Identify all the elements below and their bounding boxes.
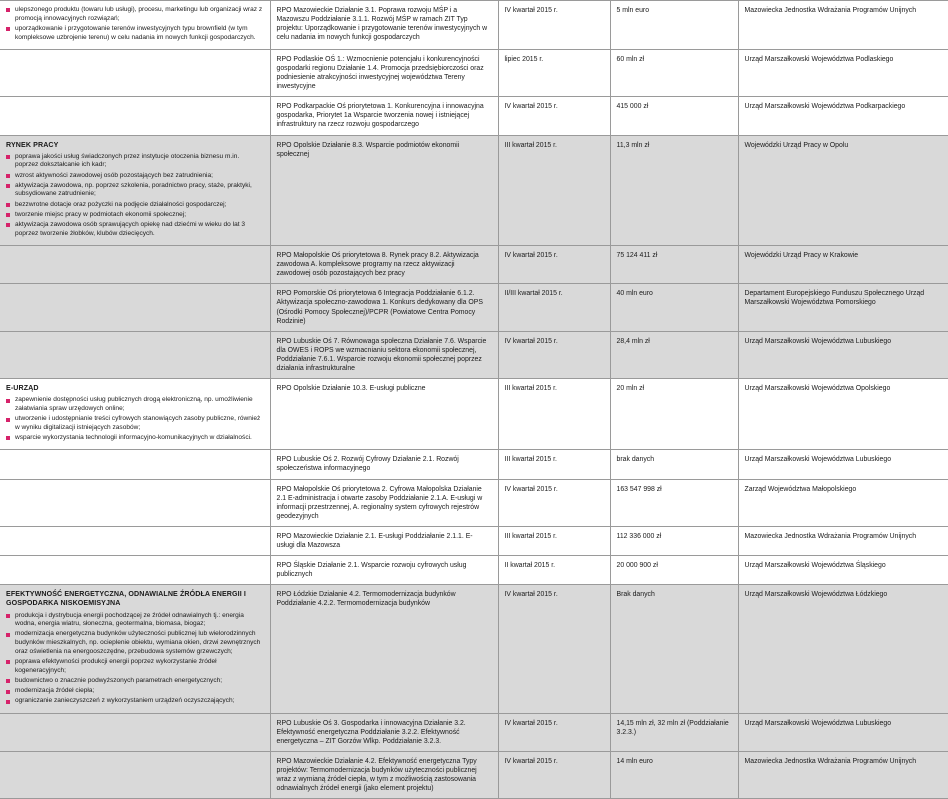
theme-bullet: modernizacja energetyczna budynków użyteczności publicznej lub wielorodzinnych budynków mieszkalnych, np. ocieplenie obiektu, wymiana okien, drzwi zewnętrznych oraz oświetlenia na energooszczędne, przebudowa systemów grzewczych; xyxy=(6,630,263,656)
term-cell: IV kwartał 2015 r. xyxy=(498,331,610,378)
programme-cell: RPO Mazowieckie Działanie 3.1. Poprawa rozwoju MŚP i a Mazowszu Poddziałanie 3.1.1. Rozwój MŚP w ramach ZIT Typ projektu: Uporządkowanie i przygotowanie terenów inwestycyjnych w celu nadania im nowych funkcji gospodarczych xyxy=(270,1,498,50)
term-cell: III kwartał 2015 r. xyxy=(498,135,610,245)
table-row xyxy=(0,585,948,713)
table-row xyxy=(0,450,948,479)
table-row xyxy=(0,1,948,50)
theme-title: E-URZĄD xyxy=(6,384,39,393)
term-cell: III kwartał 2015 r. xyxy=(498,379,610,450)
institution-cell: Wojewódzki Urząd Pracy w Opolu xyxy=(738,135,948,245)
amount-cell: 20 000 900 zł xyxy=(610,556,738,585)
theme-bullet-list xyxy=(6,153,263,239)
theme-bullet: produkcja i dystrybucja energii pochodzącej ze źródeł odnawialnych tj.: energia wodna, energia wiatru, słoneczna, geotermalna, biomasa, biogaz; xyxy=(6,612,263,629)
amount-cell: 20 mln zł xyxy=(610,379,738,450)
table-row xyxy=(0,284,948,331)
table-row xyxy=(0,751,948,798)
institution-cell: Wojewódzki Urząd Pracy w Krakowie xyxy=(738,245,948,283)
theme-bullet-list xyxy=(6,6,263,42)
programme-cell: RPO Śląskie Działanie 2.1. Wsparcie rozwoju cyfrowych usług publicznych xyxy=(270,556,498,585)
term-cell: III kwartał 2015 r. xyxy=(498,450,610,479)
theme-bullet: wsparcie wykorzystania technologii informacyjno-komunikacyjnych w działalności. xyxy=(6,434,263,443)
amount-cell: 28,4 mln zł xyxy=(610,331,738,378)
theme-bullet: tworzenie miejsc pracy w podmiotach ekonomii społecznej; xyxy=(6,211,263,220)
institution-cell: Urząd Marszałkowski Województwa Łódzkiego xyxy=(738,585,948,713)
theme-bullet: budownictwo o znacznie podwyższonych parametrach energetycznych; xyxy=(6,677,263,686)
theme-cell xyxy=(0,331,270,378)
theme-bullet: modernizacja źródeł ciepła; xyxy=(6,687,263,696)
amount-cell: 5 mln euro xyxy=(610,1,738,50)
institution-cell: Urząd Marszałkowski Województwa Lubuskiego xyxy=(738,331,948,378)
theme-cell xyxy=(0,284,270,331)
programme-cell: RPO Pomorskie Oś priorytetowa 6 Integracja Poddziałanie 6.1.2. Aktywizacja społeczno-zawodowa 1. Konkurs dedykowany dla OPS (Ośrodki Pomocy Społecznej)/PCPR (Powiatowe Centra Pomocy Rodzinie) xyxy=(270,284,498,331)
theme-bullet: ograniczanie zanieczyszczeń z wykorzystaniem urządzeń oczyszczających; xyxy=(6,697,263,706)
term-cell: IV kwartał 2015 r. xyxy=(498,1,610,50)
theme-cell xyxy=(0,379,270,450)
term-cell: IV kwartał 2015 r. xyxy=(498,751,610,798)
theme-bullet: utworzenie i udostępnianie treści cyfrowych stanowiących zasoby publiczne, również w wyniku digitalizacji istniejących zasobów; xyxy=(6,415,263,432)
theme-cell xyxy=(0,556,270,585)
table-row xyxy=(0,479,948,526)
theme-cell xyxy=(0,450,270,479)
amount-cell: 14 mln euro xyxy=(610,751,738,798)
theme-bullet-list xyxy=(6,396,263,443)
institution-cell: Departament Europejskiego Funduszu Społecznego Urząd Marszałkowski Województwa Pomorskiego xyxy=(738,284,948,331)
table-row xyxy=(0,97,948,135)
term-cell: III kwartał 2015 r. xyxy=(498,526,610,555)
table-row xyxy=(0,135,948,245)
table-row xyxy=(0,379,948,450)
amount-cell: 11,3 mln zł xyxy=(610,135,738,245)
programme-cell: RPO Mazowieckie Działanie 2.1. E-usługi Poddziałanie 2.1.1. E-usługi dla Mazowsza xyxy=(270,526,498,555)
term-cell: IV kwartał 2015 r. xyxy=(498,479,610,526)
programme-cell: RPO Łódzkie Działanie 4.2. Termomodernizacja budynków Poddziałanie 4.2.2. Termomodernizacja budynków xyxy=(270,585,498,713)
theme-bullet: bezzwrotne dotacje oraz pożyczki na podjęcie działalności gospodarczej; xyxy=(6,201,263,210)
theme-bullet: poprawa efektywności produkcji energii poprzez wykorzystanie źródeł kogeneracyjnych; xyxy=(6,658,263,675)
programme-cell: RPO Mazowieckie Działanie 4.2. Efektywność energetyczna Typy projektów: Termomodernizacja budynków użyteczności publicznej wraz z wymianą źródeł ciepła, w tym z możliwością zastosowania odnawialnych źródeł energii (jako element projektu) xyxy=(270,751,498,798)
theme-cell xyxy=(0,479,270,526)
table-row xyxy=(0,713,948,751)
theme-cell xyxy=(0,97,270,135)
institution-cell: Mazowiecka Jednostka Wdrażania Programów Unijnych xyxy=(738,526,948,555)
table-row xyxy=(0,331,948,378)
theme-cell xyxy=(0,135,270,245)
term-cell: IV kwartał 2015 r. xyxy=(498,713,610,751)
amount-cell: brak danych xyxy=(610,450,738,479)
theme-bullet: aktywizacja zawodowa, np. poprzez szkolenia, poradnictwo pracy, staże, praktyki, subsydiowane zatrudnienie; xyxy=(6,182,263,199)
institution-cell: Mazowiecka Jednostka Wdrażania Programów Unijnych xyxy=(738,1,948,50)
amount-cell: 14,15 mln zł, 32 mln zł (Poddziałanie 3.2.3.) xyxy=(610,713,738,751)
term-cell: II kwartał 2015 r. xyxy=(498,556,610,585)
amount-cell: 163 547 998 zł xyxy=(610,479,738,526)
theme-bullet: poprawa jakości usług świadczonych przez instytucje otoczenia biznesu m.in. poprzez dokształcanie ich kadr; xyxy=(6,153,263,170)
programme-cell: RPO Małopolskie Oś priorytetowa 8. Rynek pracy 8.2. Aktywizacja zawodowa A. kompleksowe programy na rzecz aktywizacji zawodowej osób pozostających bez pracy xyxy=(270,245,498,283)
theme-cell xyxy=(0,585,270,713)
table-row xyxy=(0,526,948,555)
theme-cell xyxy=(0,49,270,96)
amount-cell: 415 000 zł xyxy=(610,97,738,135)
theme-cell xyxy=(0,245,270,283)
term-cell: IV kwartał 2015 r. xyxy=(498,585,610,713)
amount-cell: 75 124 411 zł xyxy=(610,245,738,283)
amount-cell: 60 mln zł xyxy=(610,49,738,96)
table-body xyxy=(0,1,948,799)
theme-title: RYNEK PRACY xyxy=(6,140,59,149)
table-row xyxy=(0,49,948,96)
institution-cell: Mazowiecka Jednostka Wdrażania Programów Unijnych xyxy=(738,751,948,798)
theme-bullet: ulepszonego produktu (towaru lub usługi), procesu, marketingu lub organizacji wraz z promocją innowacyjnych rozwiązań; xyxy=(6,6,263,23)
amount-cell: Brak danych xyxy=(610,585,738,713)
term-cell: IV kwartał 2015 r. xyxy=(498,97,610,135)
programme-cell: RPO Podkarpackie Oś priorytetowa 1. Konkurencyjna i innowacyjna gospodarka, Priorytet 1a Wsparcie tworzenia nowej i istniejącej infrastruktury na rzecz rozwoju gospodarczego xyxy=(270,97,498,135)
theme-title: EFEKTYWNOŚĆ ENERGETYCZNA, ODNAWIALNE ŹRÓDŁA ENERGII I GOSPODARKA NISKOEMISYJNA xyxy=(6,590,246,608)
institution-cell: Urząd Marszałkowski Województwa Lubuskiego xyxy=(738,713,948,751)
amount-cell: 112 336 000 zł xyxy=(610,526,738,555)
programme-cell: RPO Opolskie Działanie 10.3. E-usługi publiczne xyxy=(270,379,498,450)
institution-cell: Urząd Marszałkowski Województwa Śląskiego xyxy=(738,556,948,585)
institution-cell: Urząd Marszałkowski Województwa Lubuskiego xyxy=(738,450,948,479)
term-cell: II/III kwartał 2015 r. xyxy=(498,284,610,331)
programme-cell: RPO Lubuskie Oś 7. Równowaga społeczna Działanie 7.6. Wsparcie dla OWES i ROPS we wzmacnianiu sektora ekonomii społecznej, Poddziałanie 7.6.1. Wsparcie rozwoju ekonomii społecznej poprzez działania infrastrukturalne xyxy=(270,331,498,378)
programme-cell: RPO Małopolskie Oś priorytetowa 2. Cyfrowa Małopolska Działanie 2.1 E-administracja i otwarte zasoby Poddziałanie 2.1.A. E-usługi w informacji przestrzennej, A. regionalny system cyfrowych rejestrów geodezyjnych xyxy=(270,479,498,526)
term-cell: IV kwartał 2015 r. xyxy=(498,245,610,283)
programme-cell: RPO Opolskie Działanie 8.3. Wsparcie podmiotów ekonomii społecznej xyxy=(270,135,498,245)
theme-bullet: aktywizacja zawodowa osób sprawujących opiekę nad dziećmi w wieku do lat 3 poprzez tworzenie żłobków, klubów dziecięcych. xyxy=(6,221,263,238)
theme-cell xyxy=(0,526,270,555)
programme-cell: RPO Lubuskie Oś 3. Gospodarka i innowacyjna Działanie 3.2. Efektywność energetyczna Poddziałanie 3.2.2. Efektywność energetyczna – ZIT Gorzów Wlkp. Poddziałanie 3.2.3. xyxy=(270,713,498,751)
theme-bullet: uporządkowanie i przygotowanie terenów inwestycyjnych typu brownfield (w tym kompleksowe uzbrojenie terenu) w celu nadania im nowych funkcji gospodarczych. xyxy=(6,25,263,42)
institution-cell: Urząd Marszałkowski Województwa Podkarpackiego xyxy=(738,97,948,135)
institution-cell: Urząd Marszałkowski Województwa Opolskiego xyxy=(738,379,948,450)
theme-cell xyxy=(0,1,270,50)
theme-bullet: zapewnienie dostępności usług publicznych drogą elektroniczną, np. umożliwienie załatwiania spraw urzędowych online; xyxy=(6,396,263,413)
table-row xyxy=(0,556,948,585)
theme-bullet: wzrost aktywności zawodowej osób pozostających bez zatrudnienia; xyxy=(6,172,263,181)
amount-cell: 40 mln euro xyxy=(610,284,738,331)
programme-cell: RPO Podlaskie OŚ 1.: Wzmocnienie potencjału i konkurencyjności gospodarki regionu Działanie 1.4. Promocja przedsiębiorczości oraz podniesienie atrakcyjności inwestycyjnej województwa Tereny inwestycyjne xyxy=(270,49,498,96)
programme-cell: RPO Lubuskie Oś 2. Rozwój Cyfrowy Działanie 2.1. Rozwój społeczeństwa informacyjnego xyxy=(270,450,498,479)
institution-cell: Urząd Marszałkowski Województwa Podlaskiego xyxy=(738,49,948,96)
theme-cell xyxy=(0,713,270,751)
institution-cell: Zarząd Województwa Małopolskiego xyxy=(738,479,948,526)
term-cell: lipiec 2015 r. xyxy=(498,49,610,96)
table-row xyxy=(0,245,948,283)
theme-cell xyxy=(0,751,270,798)
theme-bullet-list xyxy=(6,612,263,707)
